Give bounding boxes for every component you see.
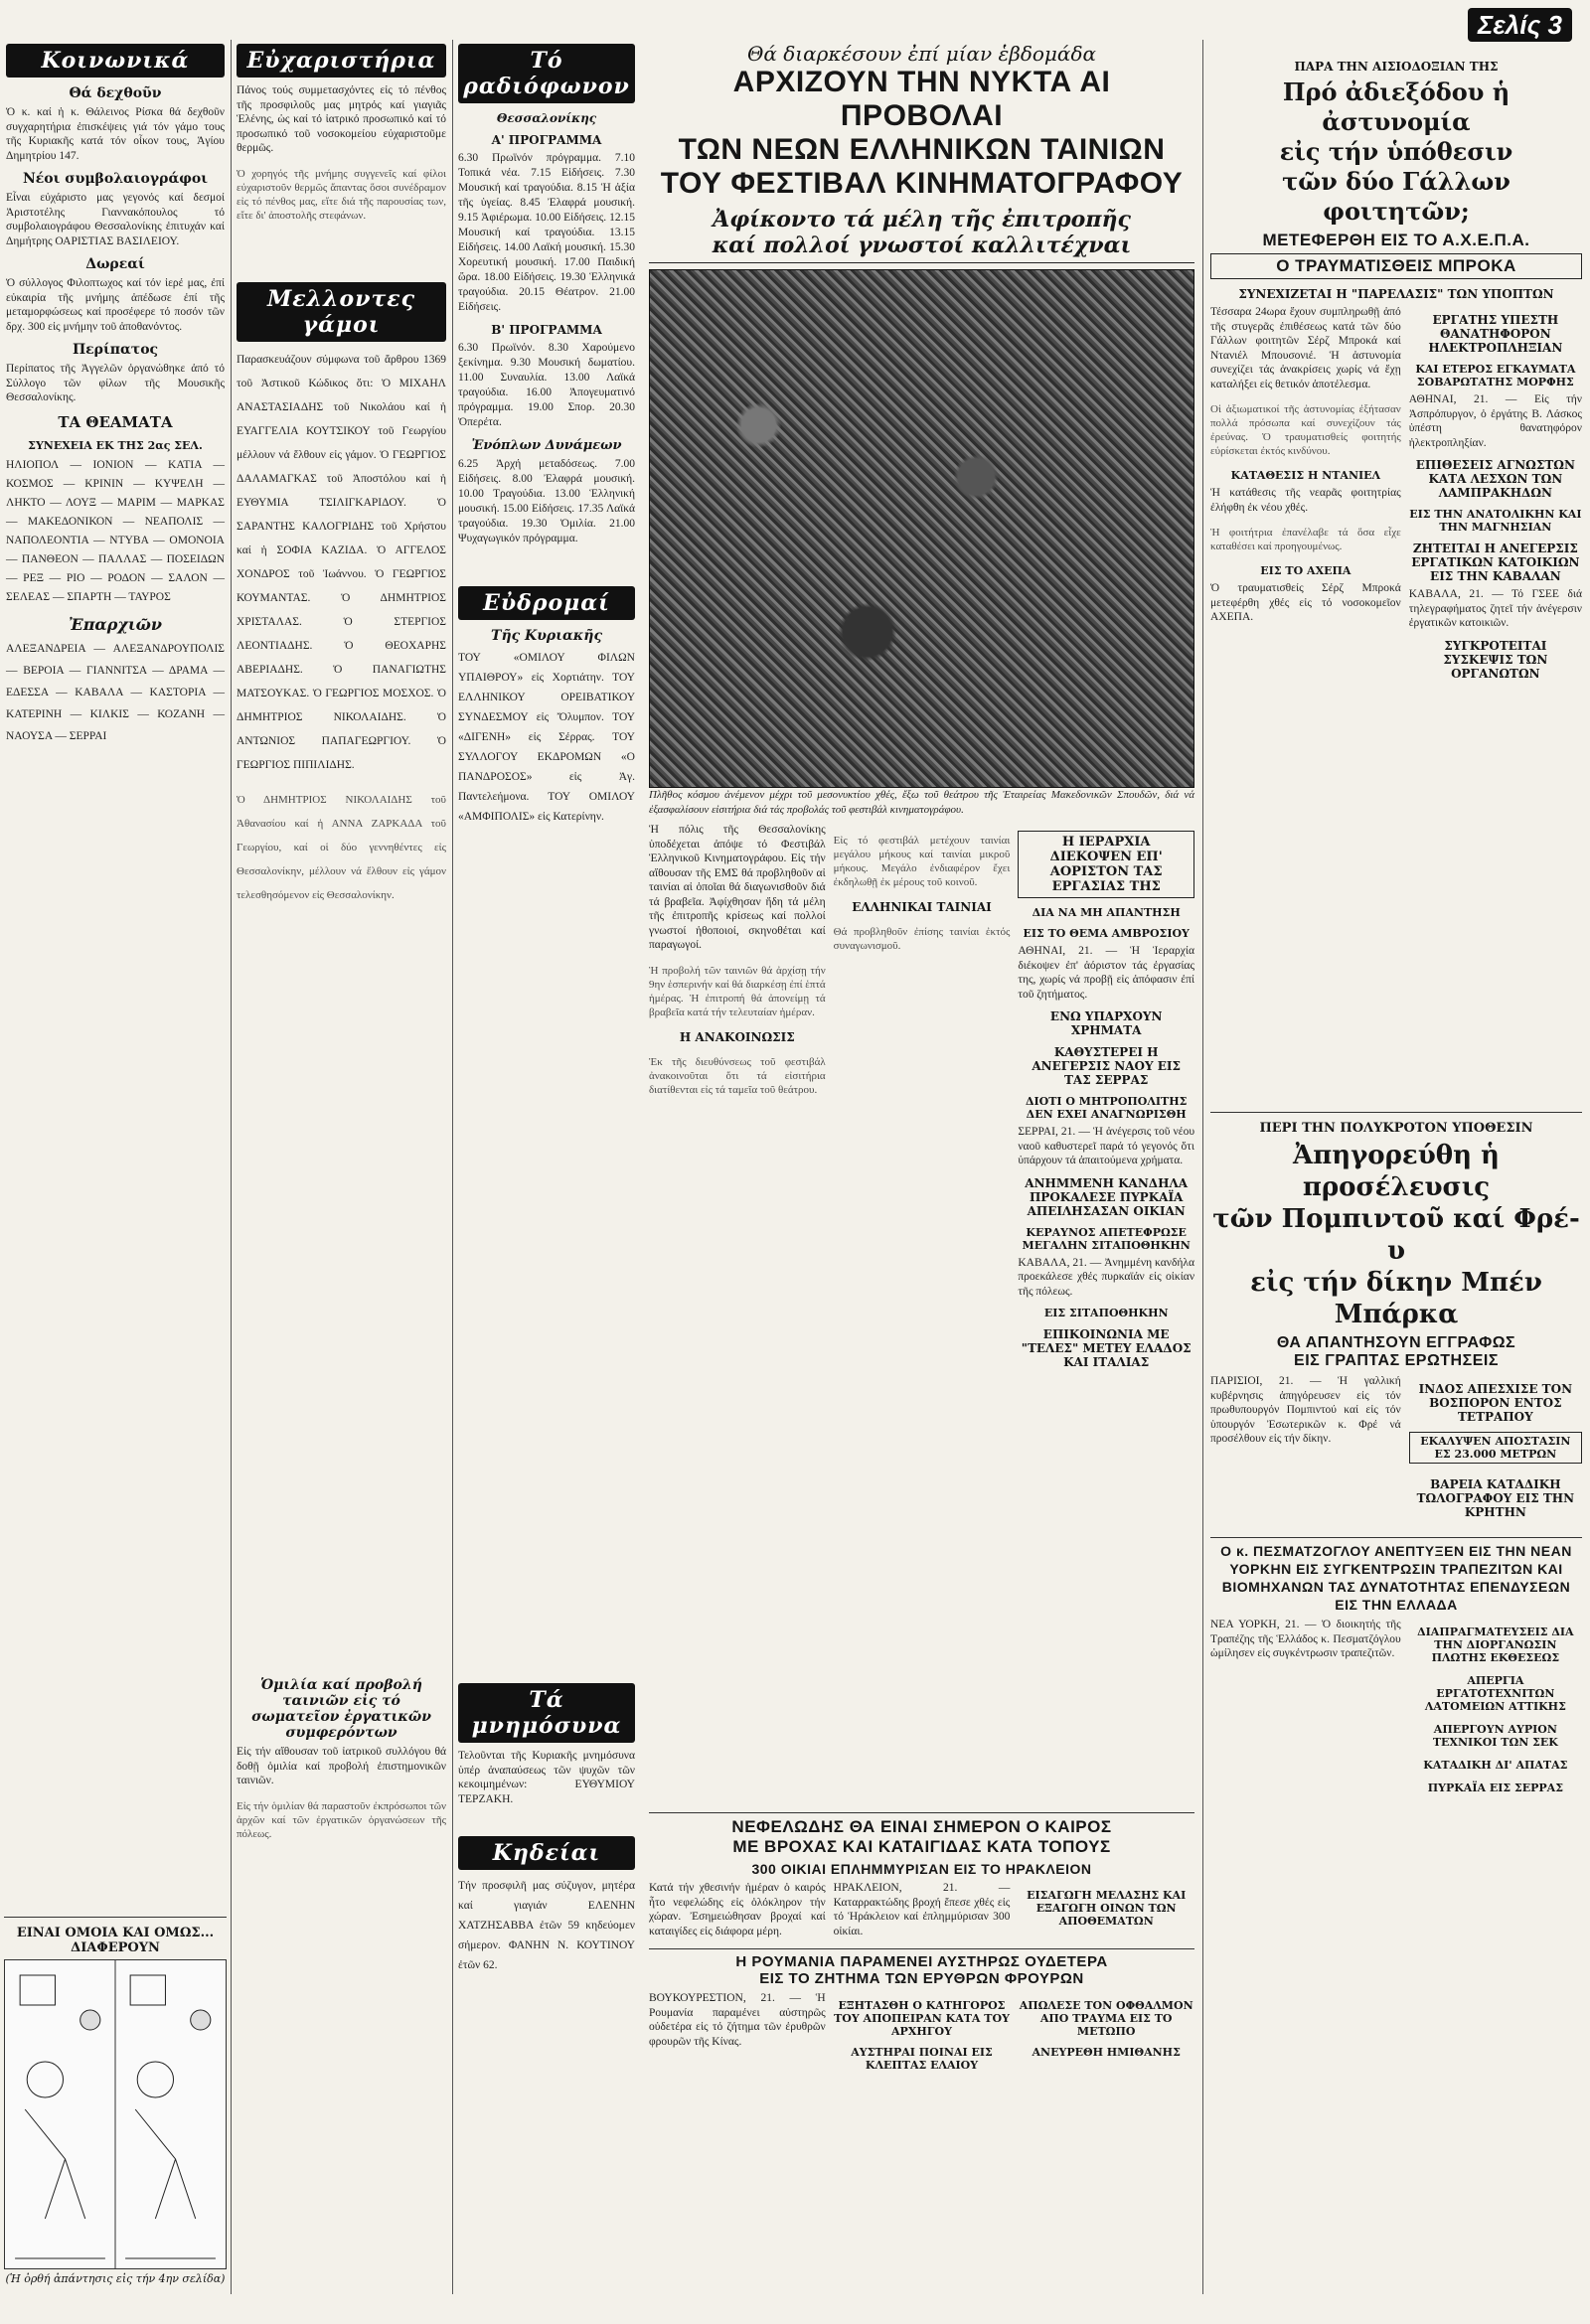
text-block: Πάνος τούς συμμετασχόντες εἰς τό πένθος τῆς προσφιλοῦς μας μητρός καί γιαγιᾶς Ἑλένης, ὡς καί τό ἱατρικό προσωπικό καί τό προσωπικό τοῦ νοσοκομείου εὐχαριστοῦμε θερμῶς.: [237, 84, 446, 154]
main-text: Τέσσαρα 24ωρα ἔχουν συμπληρωθῇ ἀπό τῆς στυγερᾶς ἐπιθέσεως κατά τῶν δύο Γάλλων φοιτητῶν Σέρζ Μπροκά καί Ντανιέλ Μπουσονιέ. Ἡ ἀστυνομία συνεχίζει τάς ἀνακρίσεις χωρίς νά ἔχῃ καταλήξει εἰς θετικόν ἀποτέλεσμα.: [1210, 306, 1401, 390]
org-head: ΣΥΓΚΡΟΤΕΙΤΑΙ ΣΥΣΚΕΨΙΣ ΤΩΝ ΟΡΓΑΝΩΤΩΝ: [1443, 638, 1548, 681]
india-head: ΙΝΔΟΣ ΑΠΕΣΧΙΣΕ ΤΟΝ ΒΟΣΠΟΡΟΝ ΕΝΤΟΣ ΤΕΤΡΑΠΟΥ: [1418, 1382, 1573, 1424]
attack-sub: ΕΙΣ ΤΗΝ ΑΝΑΤΟΛΙΚΗΝ ΚΑΙ ΤΗΝ ΜΑΓΝΗΣΙΑΝ: [1409, 508, 1582, 534]
section-header-thanks: Εὐχαριστήρια: [237, 44, 446, 77]
subheading: Δωρεαί: [85, 256, 145, 272]
polk-sub-2: ΕΙΣ ΓΡΑΠΤΑΣ ΕΡΩΤΗΣΕΙΣ: [1294, 1352, 1499, 1369]
section-header-excursions: Εὐδρομαί: [458, 586, 635, 620]
polk-headline-2: τῶν Πομπιντοῦ καί Φρέ-υ: [1212, 1204, 1580, 1266]
crete-head: ΒΑΡΕΙΑ ΚΑΤΑΔΙΚΗ ΤΩΛΟΓΡΑΦΟΥ ΕΙΣ ΤΗΝ ΚΡΗΤΗΝ: [1416, 1477, 1575, 1519]
lecture-heading: Ὁμιλία καί προβολή ταινιῶν εἰς τό σωματεῖον ἐργατικῶν συμφερόντων: [251, 1677, 431, 1741]
money-head-2: ΚΑΘΥΣΤΕΡΕΙ Η ΑΝΕΓΕΡΣΙΣ ΝΑΟΥ ΕΙΣ ΤΑΣ ΣΕΡΡΑΣ: [1032, 1045, 1181, 1087]
page-number-badge: [1468, 10, 1572, 41]
photo-caption: Πλῆθος κόσμου ἀνέμενον μέχρι τοῦ μεσονυκτίου χθές, ἔξω τοῦ θεάτρου τῆς Ἑταιρείας Μακεδονικῶν Σπουδῶν, διά νά ἐξασφαλίσουν εἰσιτήρια διά τάς προβολάς τοῦ φεστιβάλ κινηματογράφου.: [649, 789, 1194, 816]
weather-headline-2: ΜΕ ΒΡΟΧΑΣ ΚΑΙ ΚΑΤΑΙΓΙΔΑΣ ΚΑΤΑ ΤΟΠΟΥΣ: [732, 1837, 1111, 1856]
center-story: [641, 40, 1202, 2294]
center-col-left: Ἡ πόλις τῆς Θεσσαλονίκης ὑποδέχεται ἀπόψε τό Φεστιβάλ Ἑλληνικοῦ Κινηματογράφου. Εἰς τήν αἴθουσαν τῆς ΕΜΣ θά προβληθοῦν αἱ ταινίαι αἱ ὁποῖαι θά διαγωνισθοῦν διά τά βραβεῖα. Ἀφίχθησαν ἤδη τά μέλη τῆς ἐπιτροπῆς κρίσεως καί πολλοί γνωστοί ἠθοποιοί, σκηνοθέται καί παραγωγοί. Ἡ προβολή τῶν ταινιῶν θά ἀρχίσῃ τήν 9ην ἑσπερινήν καί θά διαρκέσῃ ἐπί ἑπτά ἡμέρας. Ἡ ἐπιτροπή θά ἀπονείμῃ τά βραβεῖα κατά τήν τελευταίαν ἡμέραν. Η ΑΝΑΚΟΙΝΩΣΙΣ Ἐκ τῆς διευθύνσεως τοῦ φεστιβάλ ἀνακοινοῦται ὅτι τά εἰσιτήρια διατίθενται εἰς τά ταμεῖα τοῦ θεάτρου.: [649, 824, 826, 1096]
arrest-head: ΚΑΤΑΘΕΣΙΣ Η ΝΤΑΝΙΕΛ: [1230, 469, 1381, 482]
subheading: Θά δεχθοῦν: [69, 85, 162, 101]
ben-barka-story: [1210, 1108, 1582, 1798]
ask-text: ΚΑΒΑΛΑ, 21. — Τό ΓΣΕΕ διά τηλεγραφήματος ζητεῖ τήν ἀνέγερσιν ἐργατικῶν κατοικιῶν.: [1408, 588, 1582, 629]
hierarchy-headline: Η ΙΕΡΑΡΧΙΑ ΔΙΕΚΟΨΕΝ ΕΠ' ΑΟΡΙΣΤΟΝ ΤΑΣ ΕΡΓΑΣΙΑΣ ΤΗΣ: [1018, 831, 1194, 898]
worker-head: ΕΡΓΑΤΗΣ ΥΠΕΣΤΗ ΘΑΝΑΤΗΦΟΡΟΝ ΗΛΕΚΤΡΟΠΛΗΞΙΑΝ: [1428, 313, 1563, 355]
cartoon-drawing: [5, 1960, 226, 2268]
right-column: [1202, 40, 1590, 2294]
india-sub: ΕΚΑΛΥΨΕΝ ΑΠΟΣΤΑΣΙΝ ΕΣ 23.000 ΜΕΤΡΩΝ: [1409, 1432, 1582, 1464]
nyc-text: ΝΕΑ ΥΟΡΚΗ, 21. — Ὁ διοικητής τῆς Τραπέζης τῆς Ἑλλάδος κ. Πεσματζόγλου ὡμίλησεν εἰς συγκέντρωσιν τραπεζιτῶν.: [1210, 1619, 1401, 1659]
granary-head: ΕΙΣ ΣΙΤΑΠΟΘΗΚΗΝ: [1043, 1307, 1169, 1319]
right-subhead-3: ΣΥΝΕΧΙΖΕΤΑΙ Η "ΠΑΡΕΛΑΣΙΣ" ΤΩΝ ΥΠΟΠΤΩΝ: [1238, 287, 1554, 301]
weddings-list: Παρασκευάζουν σύμφωνα τοῦ ἄρθρου 1369 τοῦ Ἀστικοῦ Κώδικος ὅτι: Ὁ ΜΙΧΑΗΛ ΑΝΑΣΤΑΣΙΑΔΗΣ τοῦ Νικολάου καί ἡ ΕΥΑΓΓΕΛΙΑ ΚΟΥΤΣΙΚΟΥ τοῦ Γεωργίου μέλλουν νά ἔλθουν εἰς γάμον. Ὁ ΓΕΩΡΓΙΟΣ ΔΑΛΑΜΑΓΚΑΣ τοῦ Ἀποστόλου καί ἡ ΕΥΘΥΜΙΑ ΤΣΙΛΙΓΚΑΡΙΔΟΥ. Ὁ ΣΑΡΑΝΤΗΣ ΚΑΛΟΓΡΙΔΗΣ τοῦ Χρήστου καί ἡ ΣΟΦΙΑ ΚΑΖΙΔΑ. Ὁ ΑΓΓΕΛΟΣ ΧΟΝΔΡΟΣ τοῦ Ἰωάννου. Ὁ ΓΕΩΡΓΙΟΣ ΚΟΥΜΑΝΤΑΣ. Ὁ ΔΗΜΗΤΡΙΟΣ ΧΡΙΣΤΑΛΑΣ. Ὁ ΣΤΕΡΓΙΟΣ ΛΕΟΝΤΙΑΔΗΣ. Ὁ ΘΕΟΧΑΡΗΣ ΑΒΕΡΙΑΔΗΣ. Ὁ ΠΑΝΑΓΙΩΤΗΣ ΜΑΤΣΟΥΚΑΣ. Ὁ ΓΕΩΡΓΙΟΣ ΜΟΣΧΟΣ. Ὁ ΔΗΜΗΤΡΙΟΣ ΝΙΚΟΛΑΙΔΗΣ. Ὁ ΑΝΤΩΝΙΟΣ ΠΑΠΑΓΕΩΡΓΙΟΥ. Ὁ ΓΕΩΡΓΙΟΣ ΠΙΠΙΛΙΔΗΣ.: [237, 353, 446, 771]
section-header-weddings: Μελλοντες γάμοι: [237, 282, 446, 342]
program-a-heading: Α' ΠΡΟΓΡΑΜΜΑ: [491, 133, 602, 147]
worker-text: ΑΘΗΝΑΙ, 21. — Εἰς τήν Ἀσπρόπυργον, ὁ ἐργάτης Β. Λάσκος ὑπέστη θανατηφόρον ἠλεκτροπληξίαν.: [1408, 393, 1582, 449]
reminders-block: [458, 1679, 635, 1981]
weather-headline-1: ΝΕΦΕΛΩΔΗΣ ΘΑ ΕΙΝΑΙ ΣΗΜΕΡΟΝ Ο ΚΑΙΡΟΣ: [731, 1817, 1112, 1836]
reminders-text: Τελοῦνται τῆς Κυριακῆς μνημόσυνα ὑπέρ ἀναπαύσεως τῶν ψυχῶν τῶν κεκοιμημένων: ΕΥΘΥΜΙΟΥ ΤΕΡΖΑΚΗ.: [458, 1750, 635, 1805]
page-label: Σελίς 3: [1468, 8, 1572, 42]
axepa-head: ΕΙΣ ΤΟ ΑΧΕΠΑ: [1260, 564, 1352, 577]
column-social: [0, 40, 231, 2294]
announce-heading: Η ΑΝΑΚΟΙΝΩΣΙΣ: [679, 1029, 795, 1044]
program-b-text: 6.30 Πρωϊνόν. 8.30 Χαρούμενο ξεκίνημα. 9.30 Μουσική δωματίου. 11.00 Συναυλία. 13.00 Λαϊκά τραγούδια. 16.00 Ἀπογευματινό πρόγραμμα. 19.00 Σπορ. 20.30 Ὀπερέτα.: [458, 342, 635, 428]
festival-crowd-photo: [649, 269, 1194, 788]
center-headline-1: ΑΡΧΙΖΟΥΝ ΤΗΝ ΝΥΚΤΑ ΑΙ ΠΡΟΒΟΛΑΙ: [732, 66, 1111, 132]
column-radio: [452, 40, 641, 2294]
right-subhead-2: Ο ΤΡΑΥΜΑΤΙΣΘΕΙΣ ΜΠΡΟΚΑ: [1210, 253, 1582, 279]
funerals-text: Τήν προσφιλῆ μας σύζυγον, μητέρα καί γιαγιάν ΕΛΕΝΗΝ ΧΑΤΖΗΣΑΒΒΑ ἐτῶν 59 κηδεύομεν σήμερον. ΦΑΝΗΝ Ν. ΚΟΥΤΙΝΟΥ ἐτῶν 62.: [458, 1880, 635, 1971]
program-a-text: 6.30 Πρωϊνόν πρόγραμμα. 7.10 Τοπικά νέα. 7.15 Εἰδήσεις. 7.30 Μουσική καί τραγούδια. 8.15 Ἡ ἀξία τῆς ὑγείας. 8.45 Ἐλαφρά μουσική. 9.15 Ἀφιέρωμα. 10.00 Εἰδήσεις. 12.15 Μουσική καί τραγούδια. 13.15 Εἰδήσεις. 14.00 Λαϊκή μουσική. 15.30 Χορευτική μουσική. 17.00 Παιδική ὥρα. 18.00 Εἰδήσεις. 19.30 Ἑλληνικά τραγούδια. 20.15 Θέατρον. 21.00 Εἰδήσεις.: [458, 152, 635, 313]
lecture-box: Ὁμιλία καί προβολή ταινιῶν εἰς τό σωματεῖον ἐργατικῶν συμφερόντων Εἰς τήν αἴθουσαν τοῦ ἰατρικοῦ συλλόγου θά δοθῇ ὁμιλία καί προβολή ἐπιστημονικῶν ταινιῶν. Εἰς τήν ὁμιλίαν θά παραστοῦν ἐκπρόσωποι τῶν ἀρχῶν καί τῶν ἐργατικῶν ὀργανώσεων τῆς πόλεως.: [237, 1677, 446, 1840]
money-sub: ΔΙΟΤΙ Ο ΜΗΤΡΟΠΟΛΙΤΗΣ ΔΕΝ ΕΧΕΙ ΑΝΑΓΝΩΡΙΣΘΗ: [1025, 1095, 1188, 1121]
heraklion-text: ΗΡΑΚΛΕΙΟΝ, 21. — Καταρρακτώδης βροχή ἔπεσε χθές εἰς τό Ἡράκλειον καί ἐπλημμύρισαν 300 οἰκίαι.: [833, 1882, 1011, 1937]
center-col-right: [1018, 823, 1194, 1373]
arrest-text: Ἡ κατάθεσις τῆς νεαρᾶς φοιτητρίας ἐλήφθη ἐκ νέου χθές.: [1210, 487, 1401, 514]
right-headline-3: τῶν δύο Γάλλων φοιτητῶν;: [1282, 167, 1510, 226]
center-subhead-2: καί πολλοί γνωστοί καλλιτέχναι: [649, 232, 1194, 263]
attika-head: ΑΠΕΡΓΙΑ ΕΡΓΑΤΟΤΕΧΝΙΤΩΝ ΛΑΤΟΜΕΙΩΝ ΑΤΤΙΚΗΣ: [1424, 1674, 1566, 1713]
fires-head: ΠΥΡΚΑΪΑ ΕΙΣ ΣΕΡΡΑΣ: [1427, 1782, 1563, 1794]
contacts-head: ΕΠΙΚΟΙΝΩΝΙΑ ΜΕ "ΤΕΛΕΣ" ΜΕΤΕΥ ΕΛΑΔΟΣ ΚΑΙ ΙΤΑΛΙΑΣ: [1021, 1327, 1192, 1369]
center-kicker: Θά διαρκέσουν ἐπί μίαν ἑβδομάδα: [747, 42, 1096, 66]
text-block: Εἶναι εὐχάριστο μας γεγονός καί δεσμοί Ἀριστοτέλης Γιαννακόπουλος τό συμβολαιογράφου Θεσσαλονίκης ἐπιτυχάν καί Δημήτρης ΟΑΡΙΣΤΙΑΣ ΒΑΣΙΛΕΙΟΥ.: [6, 192, 225, 247]
export-head: ΕΙΣΑΓΩΓΗ ΜΕΛΑΣΗΣ ΚΑΙ ΕΞΑΓΩΓΗ ΟΙΝΩΝ ΤΩΝ ΑΠΟΘΕΜΑΤΩΝ: [1027, 1889, 1187, 1928]
scandal-head: ΑΝΗΜΜΕΝΗ ΚΑΝΔΗΛΑ ΠΡΟΚΑΛΕΣΕ ΠΥΡΚΑΪΑ ΑΠΕΙΛΗΣΑΣΑΝ ΟΙΚΙΑΝ: [1025, 1175, 1189, 1218]
right-col-left: Τέσσαρα 24ωρα ἔχουν συμπληρωθῇ ἀπό τῆς στυγερᾶς ἐπιθέσεως κατά τῶν δύο Γάλλων φοιτητῶν Σέρζ Μπροκά καί Ντανιέλ Μπουσονιέ. Ἡ ἀστυνομία συνεχίζει τάς ἀνακρίσεις χωρίς νά ἔχῃ καταλήξει εἰς θετικόν ἀποτέλεσμα. Οἱ ἀξιωματικοί τῆς ἀστυνομίας ἐξήτασαν πολλά πρόσωπα καί συνεχίζουν τάς ἐρεύνας. Ὁ τραυματισθείς φοιτητής εὑρίσκεται ἐκτός κινδύνου. ΚΑΤΑΘΕΣΙΣ Η ΝΤΑΝΙΕΛ Ἡ κατάθεσις τῆς νεαρᾶς φοιτητρίας ἐλήφθη ἐκ νέου χθές. Ἡ φοιτήτρια ἐπανέλαβε τά ὅσα εἶχε καταθέσει καί προηγουμένως. ΕΙΣ ΤΟ ΑΧΕΠΑ Ὁ τραυματισθείς Σέρζ Μπροκά μετεφέρθη χθές εἰς τό νοσοκομεῖον ΑΧΕΠΑ.: [1210, 306, 1401, 623]
text-block: Περίπατος τῆς Ἀγγελῶν ὀργανώθηκε ἀπό τό Σύλλογο τῶν φίλων τῆς Μουσικῆς Θεσσαλονίκης.: [6, 363, 225, 403]
subheading: Περίπατος: [72, 342, 159, 358]
right-col-right: [1409, 305, 1582, 685]
romania-text: ΒΟΥΚΟΥΡΕΣΤΙΟΝ, 21. — Ἡ Ρουμανία παραμένει αὐστηρῶς οὐδετέρα εἰς τό ζήτημα τῶν ἐρυθρῶν φρουρῶν τῆς Κίνας.: [649, 1992, 826, 2048]
section-header-social: Κοινωνικά: [6, 44, 225, 77]
right-subhead-1: ΜΕΤΕΦΕΡΘΗ ΕΙΣ ΤΟ Α.Χ.Ε.Π.Α.: [1262, 231, 1530, 249]
section-header-reminders: Τά μνημόσυνα: [458, 1683, 635, 1743]
subheading: ΣΥΝΕΧΕΙΑ ΕΚ ΤΗΣ 2ας ΣΕΛ.: [28, 438, 203, 452]
axepa-text: Ὁ τραυματισθείς Σέρζ Μπροκά μετεφέρθη χθές εἰς τό νοσοκομεῖον ΑΧΕΠΑ.: [1210, 582, 1401, 623]
article-text: Ἡ πόλις τῆς Θεσσαλονίκης ὑποδέχεται ἀπόψε τό Φεστιβάλ Ἑλληνικοῦ Κινηματογράφου. Εἰς τήν αἴθουσαν τῆς ΕΜΣ θά προβληθοῦν αἱ ταινίαι αἱ ὁποῖαι θά διαγωνισθοῦν διά τά βραβεῖα. Ἀφίχθησαν ἤδη τά μέλη τῆς ἐπιτροπῆς κρίσεως καί πολλοί γνωστοί ἠθοποιοί, σκηνοθέται καί παραγωγοί.: [649, 824, 826, 951]
hierarchy-text: ΑΘΗΝΑΙ, 21. — Ἡ Ἱεραρχία διέκοψεν ἐπ' ἀόριστον τάς ἐργασίας της, χωρίς νά προβῇ εἰς ἀπόφασιν ἐπί τοῦ ζητήματος.: [1018, 945, 1195, 1001]
expo-head: ΔΙΑΠΡΑΓΜΑΤΕΥΣΕΙΣ ΔΙΑ ΤΗΝ ΔΙΟΡΓΑΝΩΣΙΝ ΠΛΩΤΗΣ ΕΚΘΕΣΕΩΣ: [1417, 1626, 1574, 1664]
polk-kicker: ΠΕΡΙ ΤΗΝ ΠΟΛΥΚΡΟΤΟΝ ΥΠΟΘΕΣΙΝ: [1259, 1121, 1533, 1136]
center-col-mid: Εἰς τό φεστιβάλ μετέχουν ταινίαι μεγάλου μήκους καί ταινίαι μικροῦ μήκους. Μεγάλο ἐνδιαφέρον ἔχει ἐκδηλωθῇ ἐκ μέρους τοῦ κοινοῦ. ΕΛΛΗΝΙΚΑΙ ΤΑΙΝΙΑΙ Θά προβληθοῦν ἐπίσης ταινίαι ἐκτός συναγωνισμοῦ.: [833, 835, 1011, 952]
program-b-heading: Β' ΠΡΟΓΡΑΜΜΑ: [491, 323, 602, 337]
scandal-sub: ΚΕΡΑΥΝΟΣ ΑΠΕΤΕΦΡΩΣΕ ΜΕΓΑΛΗΝ ΣΙΤΑΠΟΘΗΚΗΝ: [1022, 1225, 1191, 1252]
attack-head: ΕΠΙΘΕΣΕΙΣ ΑΓΝΩΣΤΩΝ ΚΑΤΑ ΛΕΣΧΩΝ ΤΩΝ ΛΑΜΠΡΑΚΗΔΩΝ: [1415, 458, 1575, 500]
cripple-head: ΑΝΕΥΡΕΘΗ ΗΜΙΘΑΝΗΣ: [1032, 2046, 1181, 2059]
weather-text: Κατά τήν χθεσινήν ἡμέραν ὁ καιρός ἦτο νεφελώδης εἰς ὁλόκληρον τήν χώραν. Ἐσημειώθησαν βροχαί καί καταιγίδες εἰς διάφορα μέρη.: [649, 1882, 826, 1937]
subheading-provinces: Ἐπαρχιῶν: [69, 614, 162, 634]
weather-sub: 300 ΟΙΚΙΑΙ ΕΠΛΗΜΜΥΡΙΣΑΝ ΕΙΣ ΤΟ ΗΡΑΚΛΕΙΟΝ: [751, 1861, 1092, 1877]
worker-sub: ΚΑΙ ΕΤΕΡΟΣ ΕΓΚΑΥΜΑΤΑ ΣΟΒΑΡΩΤΑΤΗΣ ΜΟΡΦΗΣ: [1415, 363, 1576, 388]
subheading: Νέοι συμβολαιογράφοι: [22, 171, 209, 187]
polk-headline-1: Ἀπηγορεύθη ἡ προσέλευσις: [1293, 1141, 1500, 1202]
scandal-text: ΚΑΒΑΛΑ, 21. — Ἀνημμένη κανδήλα προεκάλεσε χθές πυρκαϊάν εἰς οἰκίαν τῆς πόλεως.: [1018, 1256, 1195, 1298]
hierarchy-sub-2: ΕΙΣ ΤΟ ΘΕΜΑ ΑΜΒΡΟΣΙΟΥ: [1023, 927, 1190, 940]
polk-sub-1: ΘΑ ΑΠΑΝΤΗΣΟΥΝ ΕΓΓΡΑΦΩΣ: [1276, 1334, 1516, 1351]
subheading-shows: ΤΑ ΘΕΑΜΑΤΑ: [58, 412, 173, 431]
tech-head: ΑΠΕΡΓΟΥΝ ΑΥΡΙΟΝ ΤΕΧΝΙΚΟΙ ΤΩΝ ΣΕΚ: [1432, 1723, 1558, 1749]
strict-head: ΑΥΣΤΗΡΑΙ ΠΟΙΝΑΙ ΕΙΣ ΚΛΕΠΤΑΣ ΕΛΑΙΟΥ: [851, 2046, 993, 2072]
shows-list: ΗΛΙΟΠΟΛ — ΙΟΝΙΟΝ — ΚΑΤΙΑ — ΚΟΣΜΟΣ — ΚΡΙΝΙΝ — ΚΥΨΕΛΗ — ΛΗΚΤΟ — ΛΟΥΞ — ΜΑΡΙΜ — ΜΑΡΚΑΣ — ΜΑΚΕΔΟΝΙΚΟΝ — ΝΕΑΠΟΛΙΣ — ΝΑΠΟΛΕΟΝΤΙΑ — ΝΤΥΒΑ — ΟΜΟΝΟΙΑ — ΠΑΝΘΕΟΝ — ΠΑΛΛΑΣ — ΠΟΣΕΙΔΩΝ — ΡΕΞ — ΡΙΟ — ΡΟΔΟΝ — ΣΑΛΟΝ — ΣΕΛΕΑΣ — ΣΠΑΡΤΗ — ΤΑΥΡΟΣ: [6, 458, 225, 603]
program-c-text: 6.25 Ἀρχή μεταδόσεως. 7.00 Εἰδήσεις. 8.00 Ἐλαφρά μουσική. 10.00 Τραγούδια. 13.00 Ἑλληνική μουσική. 15.00 Εἰδήσεις. 17.35 Λαϊκά τραγούδια. 19.30 Ὁμιλία. 21.00 Ψυχαγωγικόν πρόγραμμα.: [458, 458, 635, 544]
section-header-funerals: Κηδείαι: [458, 1836, 635, 1870]
program-c-heading: Ἐνόπλων Δυνάμεων: [471, 438, 622, 453]
center-columns: [649, 823, 1194, 1373]
center-headline-2: ΤΩΝ ΝΕΩΝ ΕΛΛΗΝΙΚΩΝ ΤΑΙΝΙΩΝ: [678, 133, 1166, 166]
right-headline-1: Πρό ἀδιεξόδου ἡ ἀστυνομία: [1282, 77, 1510, 136]
nyc-headline: Ο κ. ΠΕΣΜΑΤΖΟΓΛΟΥ ΑΝΕΠΤΥΞΕΝ ΕΙΣ ΤΗΝ ΝΕΑΝ ΥΟΡΚΗΝ ΕΙΣ ΣΥΓΚΕΝΤΡΩΣΙΝ ΤΡΑΠΕΖΙΤΩΝ ΚΑΙ ΒΙΟΜΗΧΑΝΩΝ ΤΑΣ ΔΥΝΑΤΟΤΗΤΑΣ ΕΠΕΝΔΥΣΕΩΝ ΕΙΣ ΤΗΝ ΕΛΛΑΔΑ: [1220, 1543, 1572, 1613]
provinces-list: ΑΛΕΞΑΝΔΡΕΙΑ — ΑΛΕΞΑΝΔΡΟΥΠΟΛΙΣ — ΒΕΡΟΙΑ — ΓΙΑΝΝΙΤΣΑ — ΔΡΑΜΑ — ΕΔΕΣΣΑ — ΚΑΒΑΛΑ — ΚΑΣΤΟΡΙΑ — ΚΑΤΕΡΙΝΗ — ΚΙΛΚΙΣ — ΚΟΖΑΝΗ — ΝΑΟΥΣΑ — ΣΕΡΡΑΙ: [6, 642, 225, 742]
center-subhead-1: Ἀφίκοντο τά μέλη τῆς ἐπιτροπῆς: [713, 207, 1131, 232]
cartoon-title: ΕΙΝΑΙ ΟΜΟΙΑ ΚΑΙ ΟΜΩΣ... ΔΙΑΦΕΡΟΥΝ: [16, 1926, 215, 1955]
right-headline-2: εἰς τήν ὑπόθεσιν: [1279, 137, 1513, 166]
radio-station: Θεσσαλονίκης: [496, 111, 597, 125]
hierarchy-sub-1: ΔΙΑ ΝΑ ΜΗ ΑΠΑΝΤΗΣΗ: [1032, 906, 1181, 919]
excursions-text: ΤΟΥ «ΟΜΙΛΟΥ ΦΙΛΩΝ ΥΠΑΙΘΡΟΥ» εἰς Χορτιάτην. ΤΟΥ ΕΛΛΗΝΙΚΟΥ ΟΡΕΙΒΑΤΙΚΟΥ ΣΥΝΔΕΣΜΟΥ εἰς Ὄλυμπον. ΤΟΥ «ΔΙΓΕΝΗ» εἰς Σέρρας. ΤΟΥ ΣΥΛΛΟΓΟΥ ΕΚΔΡΟΜΩΝ «Ο ΠΑΝΔΡΟΣΟΣ» εἰς Ἀγ. Παντελεήμονα. ΤΟΥ ΟΜΙΛΟΥ «ΑΜΦΙΠΟΛΙΣ» εἰς Κατερίνην.: [458, 652, 635, 823]
ask-head: ΖΗΤΕΙΤΑΙ Η ΑΝΕΓΕΡΣΙΣ ΕΡΓΑΤΙΚΩΝ ΚΑΤΟΙΚΙΩΝ ΕΙΣ ΤΗΝ ΚΑΒΑΛΑΝ: [1411, 542, 1580, 583]
cancel-head: ΕΞΗΤΑΣΘΗ Ο ΚΑΤΗΓΟΡΟΣ ΤΟΥ ΑΠΟΠΕΙΡΑΝ ΚΑΤΑ ΤΟΥ ΑΡΧΗΓΟΥ: [834, 1999, 1010, 2038]
romania-headline-2: ΕΙΣ ΤΟ ΖΗΤΗΜΑ ΤΩΝ ΕΡΥΘΡΩΝ ΦΡΟΥΡΩΝ: [759, 1970, 1084, 1987]
eye-head: ΑΠΩΛΕΣΕ ΤΟΝ ΟΦΘΑΛΜΟΝ ΑΠΟ ΤΡΑΥΜΑ ΕΙΣ ΤΟ ΜΕΤΩΠΟ: [1019, 1999, 1193, 2038]
romania-headline-1: Η ΡΟΥΜΑΝΙΑ ΠΑΡΑΜΕΝΕΙ ΑΥΣΤΗΡΩΣ ΟΥΔΕΤΕΡΑ: [735, 1953, 1108, 1970]
right-columns: [1210, 305, 1582, 685]
polk-text: ΠΑΡΙΣΙΟΙ, 21. — Ἡ γαλλική κυβέρνησις ἀπηγόρευσεν εἰς τόν πρωθυπουργόν Πομπιντού καί εἰς τόν ὑπουργόν Ἐσωτερικῶν κ. Φρέ νά προσέλθουν εἰς τήν δίκην.: [1210, 1375, 1401, 1445]
cartoon-block: [4, 1913, 227, 2285]
polk-headline-3: εἰς τήν δίκην Μπέν Μπάρκα: [1250, 1268, 1542, 1329]
text-block: Ὁ κ. καί ἡ κ. Θάλεινος Ρίσκα θά δεχθοῦν συγχαρητήρια ἐπισκέψεις γιά τόν γάμο τους τῆς Κυριακῆς κατά τόν οἶκον τους, Ἁγίου Δημητρίου 147.: [6, 106, 225, 162]
money-text: ΣΕΡΡΑΙ, 21. — Ἡ ἀνέγερσις τοῦ νέου ναοῦ καθυστερεῖ παρά τό γεγονός ὅτι ὑπάρχουν τά ἀπαιτούμενα χρήματα.: [1018, 1126, 1195, 1166]
text-block: Ὁ σύλλογος Φιλοπτωχος καί τόν ἱερέ μας, ἐπί εὐκαιρία τῆς μνήμης ἀπέδωσε ἐπί τῆς μεταμορφώσεως καί προσέφερε τό ποσόν τῶν δρχ. 300 εἰς μνήμην τοῦ ἀποθανόντος.: [6, 277, 225, 333]
fraud-head: ΚΑΤΑΔΙΚΗ ΔΙ' ΑΠΑΤΑΣ: [1423, 1759, 1568, 1772]
cartoon-caption: (Ἡ ὀρθή ἀπάντησις εἰς τήν 4ην σελίδα): [5, 2272, 226, 2285]
center-headline-3: ΤΟΥ ΦΕΣΤΙΒΑΛ ΚΙΝΗΜΑΤΟΓΡΑΦΟΥ: [660, 167, 1184, 200]
greek-films-heading: ΕΛΛΗΝΙΚΑΙ ΤΑΙΝΙΑΙ: [852, 900, 992, 914]
excursions-sub: Τῆς Κυριακῆς: [491, 628, 602, 644]
column-announcements: Εὐχαριστήρια Πάνος τούς συμμετασχόντες εἰς τό πένθος τῆς προσφιλοῦς μας μητρός καί γιαγιᾶς Ἑλένης, ὡς καί τό ἱατρικό προσωπικό καί τό προσωπικό τοῦ νοσοκομείου εὐχαριστοῦμε θερμῶς. Ὁ χορηγός τῆς μνήμης συγγενεῖς καί φίλοι εὐχαριστοῦν θερμῶς ἅπαντας ὅσοι συνέδραμον εἰς τό πένθος μας, εἴτε διά τῆς παρουσίας των, εἴτε δι' ἀποστολῆς στεφάνων. Μελλοντες γάμοι Παρασκευάζουν σύμφωνα τοῦ ἄρθρου 1369 τοῦ Ἀστικοῦ Κώδικος ὅτι: Ὁ ΜΙΧΑΗΛ ΑΝΑΣΤΑΣΙΑΔΗΣ τοῦ Νικολάου καί ἡ ΕΥΑΓΓΕΛΙΑ ΚΟΥΤΣΙΚΟΥ τοῦ Γεωργίου μέλλουν νά ἔλθουν εἰς γάμον. Ὁ ΓΕΩΡΓΙΟΣ ΔΑΛΑΜΑΓΚΑΣ τοῦ Ἀποστόλου καί ἡ ΕΥΘΥΜΙΑ ΤΣΙΛΙΓΚΑΡΙΔΟΥ. Ὁ ΣΑΡΑΝΤΗΣ ΚΑΛΟΓΡΙΔΗΣ τοῦ Χρήστου καί ἡ ΣΟΦΙΑ ΚΑΖΙΔΑ. Ὁ ΑΓΓΕΛΟΣ ΧΟΝΔΡΟΣ τοῦ Ἰωάννου. Ὁ ΓΕΩΡΓΙΟΣ ΚΟΥΜΑΝΤΑΣ. Ὁ ΔΗΜΗΤΡΙΟΣ ΧΡΙΣΤΑΛΑΣ. Ὁ ΣΤΕΡΓΙΟΣ ΛΕΟΝΤΙΑΔΗΣ. Ὁ ΘΕΟΧΑΡΗΣ ΑΒΕΡΙΑΔΗΣ. Ὁ ΠΑΝΑΓΙΩΤΗΣ ΜΑΤΣΟΥΚΑΣ. Ὁ ΓΕΩΡΓΙΟΣ ΜΟΣΧΟΣ. Ὁ ΔΗΜΗΤΡΙΟΣ ΝΙΚΟΛΑΙΔΗΣ. Ὁ ΑΝΤΩΝΙΟΣ ΠΑΠΑΓΕΩΡΓΙΟΥ. Ὁ ΓΕΩΡΓΙΟΣ ΠΙΠΙΛΙΔΗΣ. Ὁ ΔΗΜΗΤΡΙΟΣ ΝΙΚΟΛΑΙΔΗΣ τοῦ Ἀθανασίου καί ἡ ΑΝΝΑ ΖΑΡΚΑΔΑ τοῦ Γεωργίου, καί οἱ δύο γεννηθέντες εἰς Θεσσαλονίκην, μέλλουν νά ἔλθουν εἰς γάμον τελεσθησόμενον εἰς Θεσσαλονίκην. Ὁμιλία καί προβολή ταινιῶν εἰς τό σωματεῖον ἐργατικῶν συμφερόντων Εἰς τήν αἴθουσαν τοῦ ἰατρικοῦ συλλόγου θά δοθῇ ὁμιλία καί προβολή ἐπιστημονικῶν ταινιῶν. Εἰς τήν ὁμιλίαν θά παραστοῦν ἐκπρόσωποι τῶν ἀρχῶν καί τῶν ἐργατικῶν ὀργανώσεων τῆς πόλεως.: [231, 40, 452, 2294]
section-header-radio: Τό ραδιόφωνον: [458, 44, 635, 103]
text-block: Εἰς τήν αἴθουσαν τοῦ ἰατρικοῦ συλλόγου θά δοθῇ ὁμιλία καί προβολή ἐπιστημονικῶν ταινιῶν.: [237, 1746, 446, 1786]
cartoon-image: [4, 1959, 227, 2269]
weather-story: [649, 1808, 1194, 2076]
right-kicker: ΠΑΡΑ ΤΗΝ ΑΙΣΙΟΔΟΞΙΑΝ ΤΗΣ: [1294, 60, 1499, 74]
money-head: ΕΝΩ ΥΠΑΡΧΟΥΝ ΧΡΗΜΑΤΑ: [1049, 1009, 1163, 1037]
